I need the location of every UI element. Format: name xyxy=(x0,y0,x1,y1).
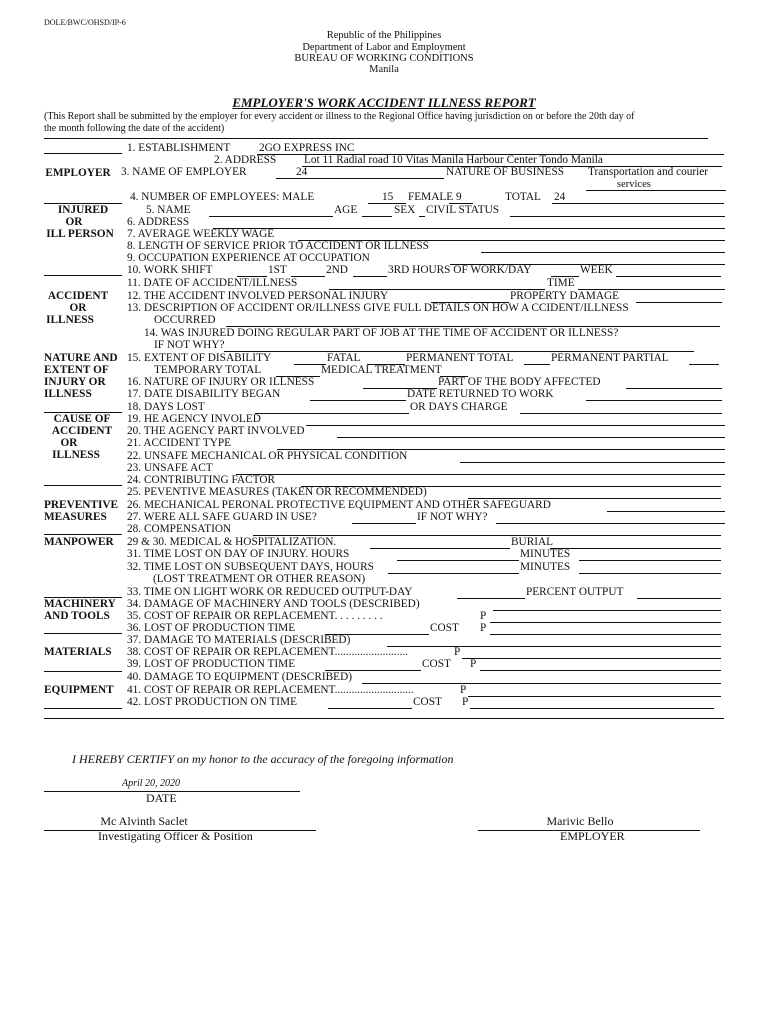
section-machinery-1: MACHINERY xyxy=(44,598,116,610)
item-13-line2: OCCURRED xyxy=(154,314,216,326)
nature-of-business-value-2[interactable]: services xyxy=(617,179,651,190)
section-accident-2: OR xyxy=(69,302,87,314)
shift-2-label: 2ND xyxy=(326,264,348,276)
item-38-peso: P xyxy=(454,646,461,658)
section-materials: MATERIALS xyxy=(44,646,112,658)
item-14-line1: 14. WAS INJURED DOING REGULAR PART OF JOB AT THE TIME OF ACCIDENT OR ILLNESS? xyxy=(144,327,619,339)
item-26-label: 26. MECHANICAL PERONAL PROTECTIVE EQUIPMENT AND OTHER SAFEGUARD xyxy=(127,499,551,511)
agency-involved-field[interactable] xyxy=(306,425,725,426)
item-39-cost: COST xyxy=(422,658,451,670)
medical-treatment-label: MEDICAL TREATMENT xyxy=(321,364,442,376)
section-nature-3: INJURY OR xyxy=(44,376,106,388)
item-9-label: 9. OCCUPATION EXPERIENCE AT OCCUPATION xyxy=(127,252,370,264)
header-republic: Republic of the Philippines xyxy=(326,30,442,41)
day-of-injury-minutes-field[interactable] xyxy=(579,560,721,561)
establishment-value[interactable]: 2GO EXPRESS INC xyxy=(259,142,355,154)
shift-1-label: 1ST xyxy=(268,264,287,276)
officer-position-label: Investigating Officer & Position xyxy=(98,829,253,843)
percent-output-label: PERCENT OUTPUT xyxy=(526,586,624,598)
item-42-peso: P xyxy=(462,696,469,708)
age-field[interactable] xyxy=(362,216,392,217)
item-5-label: 5. NAME xyxy=(146,204,191,216)
date-returned-field[interactable] xyxy=(586,400,722,401)
civil-status-field[interactable] xyxy=(510,216,725,217)
section-rule xyxy=(44,203,122,204)
item-13-line1: 13. DESCRIPTION OF ACCIDENT OR/ILLNESS GIVE FULL DETAILS ON HOW A CCIDENT/ILLNESS xyxy=(127,302,629,314)
body-part-label: PART OF THE BODY AFFECTED xyxy=(438,376,601,388)
property-damage-label: PROPERTY DAMAGE xyxy=(510,290,620,302)
section-rule xyxy=(44,633,122,634)
male-value[interactable]: 15 xyxy=(382,191,394,203)
section-injured-1: INJURED xyxy=(57,204,109,216)
agency-part-field[interactable] xyxy=(337,437,725,438)
safeguard-field[interactable] xyxy=(607,511,725,512)
officer-name[interactable]: Mc Alvinth Saclet xyxy=(100,814,188,828)
item-15-label: 15. EXTENT OF DISABILITY xyxy=(127,352,272,364)
section-rule xyxy=(44,153,122,154)
burial-field[interactable] xyxy=(550,548,721,549)
header-city: Manila xyxy=(369,64,399,75)
item-7-label: 7. AVERAGE WEEKLY WAGE xyxy=(127,228,275,240)
item-10-label: 10. WORK SHIFT xyxy=(127,264,213,276)
instructions-line2: the month following the date of the accident) xyxy=(44,123,225,134)
section-accident-3: ILLNESS xyxy=(46,314,94,326)
safeguard-in-use-field[interactable] xyxy=(352,523,416,524)
item-36-label: 36. LOST OF PRODUCTION TIME xyxy=(127,622,296,634)
item-35-peso: P xyxy=(480,610,487,622)
sex-field[interactable] xyxy=(419,216,425,217)
section-cause-4: ILLNESS xyxy=(52,449,100,461)
hours-per-day-label: 3RD HOURS OF WORK/DAY xyxy=(388,264,532,276)
item-18-label: 18. DAYS LOST xyxy=(127,401,205,413)
item-17-label: 17. DATE DISABILITY BEGAN xyxy=(127,388,281,400)
section-preventive-2: MEASURES xyxy=(44,511,107,523)
subsequent-hours-field[interactable] xyxy=(388,573,519,574)
equipment-damage-field[interactable] xyxy=(362,683,721,684)
section-manpower: MANPOWER xyxy=(44,536,114,548)
if-not-why-label: IF NOT WHY? xyxy=(417,511,488,523)
date-returned-label: DATE RETURNED TO WORK xyxy=(407,388,554,400)
item-20-label: 20. THE AGENCY PART INVOLVED xyxy=(127,425,305,437)
medical-field[interactable] xyxy=(370,548,510,549)
item-2-label: 2. ADDRESS xyxy=(214,154,277,166)
item-31-label: 31. TIME LOST ON DAY OF INJURY. HOURS xyxy=(127,548,350,560)
item-3-label: 3. NAME OF EMPLOYER xyxy=(121,166,247,178)
nature-of-business-value[interactable]: Transportation and courier xyxy=(588,166,709,178)
section-employer: EMPLOYER xyxy=(45,167,111,179)
item-41-peso: P xyxy=(460,684,467,696)
item-14-line2: IF NOT WHY? xyxy=(154,339,225,351)
section-rule xyxy=(44,597,122,598)
days-charge-field[interactable] xyxy=(520,413,722,414)
item-32-label: 32. TIME LOST ON SUBSEQUENT DAYS, HOURS xyxy=(127,561,374,573)
item-40-label: 40. DAMAGE TO EQUIPMENT (DESCRIBED) xyxy=(127,671,352,683)
materials-production-cost-field[interactable] xyxy=(480,670,721,671)
permanent-total-label: PERMANENT TOTAL xyxy=(406,352,514,364)
week-field[interactable] xyxy=(616,276,721,277)
unsafe-act-field[interactable] xyxy=(236,474,725,475)
item-8-label: 8. LENGTH OF SERVICE PRIOR TO ACCIDENT OR ILLNESS xyxy=(127,240,429,252)
item-38-label: 38. COST OF REPAIR OR REPLACEMENT.......................... xyxy=(127,646,408,658)
section-nature-2: EXTENT OF xyxy=(44,364,109,376)
days-lost-field[interactable] xyxy=(255,413,409,414)
date-label: DATE xyxy=(146,791,177,805)
certification-statement: I HEREBY CERTIFY on my honor to the accuracy of the foregoing information xyxy=(72,752,454,766)
item-37-label: 37. DAMAGE TO MATERIALS (DESCRIBED) xyxy=(127,634,351,646)
header-bureau: BUREAU OF WORKING CONDITIONS xyxy=(294,53,474,64)
age-label: AGE xyxy=(334,204,358,216)
employer-name-value[interactable]: 24 xyxy=(296,166,308,178)
total-field[interactable] xyxy=(552,203,724,204)
fatal-label: FATAL xyxy=(327,352,361,364)
nature-of-business-label: NATURE OF BUSINESS xyxy=(446,166,565,178)
item-27-label: 27. WERE ALL SAFE GUARD IN USE? xyxy=(127,511,317,523)
item-42-label: 42. LOST PRODUCTION ON TIME xyxy=(127,696,297,708)
day-of-injury-hours-field[interactable] xyxy=(397,560,519,561)
subsequent-minutes-field[interactable] xyxy=(579,573,721,574)
section-cause-3: OR xyxy=(60,437,78,449)
item-12-label: 12. THE ACCIDENT INVOLVED PERSONAL INJURY xyxy=(127,290,389,302)
injured-address-field[interactable] xyxy=(213,228,725,229)
permanent-partial-blank[interactable] xyxy=(689,364,719,365)
form-code: DOLE/BWC/OHSD/IP-6 xyxy=(44,18,126,27)
equipment-repair-cost-field[interactable] xyxy=(468,696,721,697)
total-value[interactable]: 24 xyxy=(554,191,566,203)
temporary-total-label: TEMPORARY TOTAL xyxy=(154,364,262,376)
property-damage-field[interactable] xyxy=(636,302,722,303)
item-39-label: 39. LOST OF PRODUCTION TIME xyxy=(127,658,296,670)
section-rule xyxy=(44,708,122,709)
section-rule xyxy=(44,412,122,413)
machinery-production-cost-field[interactable] xyxy=(490,634,721,635)
item-25-label: 25. PEVENTIVE MEASURES (TAKEN OR RECOMMENDED) xyxy=(127,486,427,498)
length-of-service-field[interactable] xyxy=(481,252,725,253)
section-preventive-1: PREVENTIVE xyxy=(44,499,119,511)
shift-3-field[interactable] xyxy=(353,276,387,277)
days-charge-label: OR DAYS CHARGE xyxy=(410,401,508,413)
machinery-damage-field[interactable] xyxy=(493,610,721,611)
date-value[interactable]: April 20, 2020 xyxy=(122,778,181,789)
item-42-cost: COST xyxy=(413,696,442,708)
permanent-partial-label: PERMANENT PARTIAL xyxy=(551,352,669,364)
item-36-cost: COST xyxy=(430,622,459,634)
permanent-partial-field[interactable] xyxy=(524,364,550,365)
item-39-peso: P xyxy=(470,658,477,670)
materials-damage-field[interactable] xyxy=(387,646,721,647)
item-41-label: 41. COST OF REPAIR OR REPLACEMENT............................ xyxy=(127,684,414,696)
female-label: FEMALE xyxy=(408,191,454,203)
minutes-label-32: MINUTES xyxy=(520,561,571,573)
total-label: TOTAL xyxy=(505,191,541,203)
section-injured-2: OR xyxy=(65,216,83,228)
item-35-label: 35. COST OF REPAIR OR REPLACEMENT. . . . . . . . . xyxy=(127,610,383,622)
employer-signatory-name[interactable]: Marivic Bello xyxy=(546,814,614,828)
item-28-label: 28. COMPENSATION xyxy=(127,523,232,535)
item-22-label: 22. UNSAFE MECHANICAL OR PHYSICAL CONDITION xyxy=(127,450,408,462)
civil-status-label: CIVIL STATUS xyxy=(426,204,500,216)
time-label: TIME xyxy=(547,277,575,289)
item-19-label: 19. HE AGENCY INVOLED xyxy=(127,413,261,425)
unsafe-condition-field[interactable] xyxy=(460,462,725,463)
section-accident-1: ACCIDENT xyxy=(47,290,109,302)
body-part-field[interactable] xyxy=(626,388,722,389)
item-11-label: 11. DATE OF ACCIDENT/ILLNESS xyxy=(127,277,298,289)
instructions-line1: (This Report shall be submitted by the employer for every accident or illness to the Regional Office having jurisdiction on or before the 20th day of xyxy=(44,111,635,122)
percent-output-field[interactable] xyxy=(637,598,721,599)
employer-signatory-label: EMPLOYER xyxy=(560,829,625,843)
item-1-label: 1. ESTABLISHMENT xyxy=(127,142,231,154)
item-32-line2: (LOST TREATMENT OR OTHER REASON) xyxy=(153,573,366,585)
name-field[interactable] xyxy=(209,216,333,217)
nature-of-business-field[interactable] xyxy=(586,190,726,191)
week-label: WEEK xyxy=(580,264,613,276)
section-machinery-2: AND TOOLS xyxy=(44,610,110,622)
materials-repair-cost-field[interactable] xyxy=(462,658,721,659)
equipment-production-time-field[interactable] xyxy=(328,708,412,709)
light-work-days-field[interactable] xyxy=(457,598,525,599)
rule xyxy=(44,138,708,139)
section-cause-2: ACCIDENT xyxy=(51,425,113,437)
item-21-label: 21. ACCIDENT TYPE xyxy=(127,437,232,449)
section-injured-3: ILL PERSON xyxy=(46,228,114,240)
disability-began-field[interactable] xyxy=(310,400,406,401)
item-16-label: 16. NATURE OF INJURY OR ILLNESS xyxy=(127,376,315,388)
section-rule xyxy=(44,534,122,535)
machinery-repair-cost-field[interactable] xyxy=(490,622,721,623)
report-title: EMPLOYER'S WORK ACCIDENT ILLNESS REPORT xyxy=(232,95,536,110)
item-34-label: 34. DAMAGE OF MACHINERY AND TOOLS (DESCRIBED) xyxy=(127,598,420,610)
item-36-peso: P xyxy=(480,622,487,634)
section-rule xyxy=(44,275,122,276)
equipment-production-cost-field[interactable] xyxy=(470,708,714,709)
minutes-label-31: MINUTES xyxy=(520,548,571,560)
employer-name-field[interactable] xyxy=(276,178,444,179)
item-33-label: 33. TIME ON LIGHT WORK OR REDUCED OUTPUT-DAY xyxy=(127,586,413,598)
section-rule xyxy=(44,671,122,672)
sex-label: SEX xyxy=(394,204,416,216)
section-nature-1: NATURE AND xyxy=(44,352,118,364)
section-rule xyxy=(44,485,122,486)
item-4-label: 4. NUMBER OF EMPLOYEES: MALE xyxy=(130,191,315,203)
section-cause-1: CAUSE OF xyxy=(53,413,111,425)
female-value[interactable]: 9 xyxy=(456,191,462,203)
if-not-why-field[interactable] xyxy=(496,523,725,524)
item-23-label: 23. UNSAFE ACT xyxy=(127,462,213,474)
item-29-label: 29 & 30. MEDICAL & HOSPITALIZATION. xyxy=(127,536,337,548)
bottom-rule xyxy=(44,718,724,719)
header-department: Department of Labor and Employment xyxy=(302,42,466,53)
item-24-label: 24. CONTRIBUTING FACTOR xyxy=(127,474,276,486)
burial-label: BURIAL xyxy=(511,536,554,548)
section-nature-4: ILLNESS xyxy=(44,388,92,400)
section-equipment: EQUIPMENT xyxy=(44,684,114,696)
address-value[interactable]: Lot 11 Radial road 10 Vitas Manila Harbour Center Tondo Manila xyxy=(304,154,603,166)
item-6-label: 6. ADDRESS xyxy=(127,216,190,228)
